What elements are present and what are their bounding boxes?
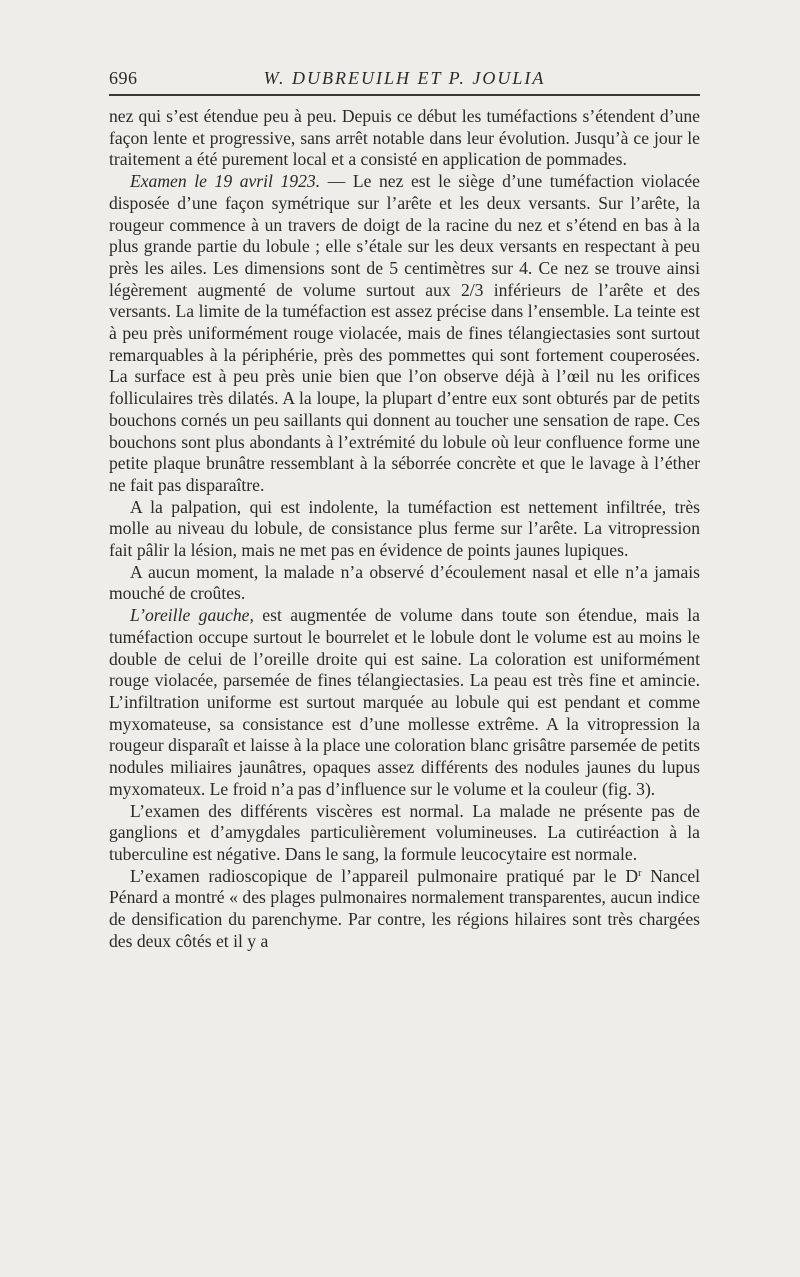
running-head [109, 58, 700, 94]
paragraph-palpation: A la palpation, qui est indolente, la tuméfaction est nettement infiltrée, très molle au niveau du lobule, de consistance plus ferme sur l’arête. La vitropression fait pâlir la lésion, mais ne met pas en évidence de points jaunes lupiques. [109, 496, 700, 561]
page-number: 696 [109, 68, 138, 88]
examination-text: — Le nez est le siège d’une tuméfaction violacée disposée d’une façon symétrique sur l’arête et les deux versants. Sur l’arête, la rougeur commence à un travers de doigt de la racine du nez et s’étend en bas à la plus grande partie du lobule ; elle s’étale sur les deux versants en respectant à peu près les ailes. Les dimensions sont de 5 centimètres sur 4. Ce nez se trouve ainsi légèrement augmenté de volume surtout aux 2/3 inférieurs de l’arête et des versants. La limite de la tuméfaction est assez précise dans l’ensemble. La teinte est à peu près uniformément rouge violacée, mais de fines télangiectasies sont surtout remarquables à la périphérie, près des pommettes qui sont fortement couperosées. La surface est à peu près unie bien que l’on observe déjà à l’œil nu les orifices folliculaires très dilatés. A la loupe, la plupart d’entre eux sont obturés par de petits bouchons cornés un peu saillants qui donnent au toucher une sensation de rape. Ces bouchons sont plus abondants à l’extrémité du lobule où leur confluence forme une petite plaque brunâtre ressemblant à la séborrée concrète et que le lavage à l’éther ne fait pas disparaître. [109, 171, 700, 495]
page [109, 58, 700, 952]
paragraph-radioscopy [109, 866, 700, 953]
left-ear-heading: L’oreille gauche, [130, 605, 254, 626]
doctor-superscript: r [638, 867, 642, 879]
paragraph-examination [109, 171, 700, 497]
examination-date-heading: Examen le 19 avril 1923. [130, 171, 321, 192]
paragraph-continuation: nez qui s’est étendue peu à peu. Depuis ce début les tuméfactions s’étendent d’une façon lente et progressive, sans arrêt notable dans leur évolution. Jusqu’à ce jour le traitement a été purement local et a consisté en application de pommades. [109, 106, 700, 170]
paragraph-nasal: A aucun moment, la malade n’a observé d’écoulement nasal et elle n’a jamais mouché de croûtes. [109, 561, 700, 604]
paragraph-viscera: L’examen des différents viscères est normal. La malade ne présente pas de ganglions et d’amygdales particulièrement volumineuses. La cutiréaction à la tuberculine est négative. Dans le sang, la formule leucocytaire est normale. [109, 800, 700, 864]
body-text [109, 106, 700, 952]
paragraph-left-ear [109, 605, 700, 800]
header-rule [109, 94, 700, 96]
running-head-title: W. DUBREUILH ET P. JOULIA [263, 68, 546, 88]
radioscopy-text-end: Nancel Pénard a montré « des plages pulmonaires normalement transparentes, aucun indice de densification du parenchyme. Par contre, les régions hilaires sont très chargées des deux côtés et il y a [109, 865, 701, 951]
left-ear-text: est augmentée de volume dans toute son étendue, mais la tuméfaction occupe surtout le bourrelet et le lobule dont le volume est au moins le double de celui de l’oreille droite qui est saine. La coloration est uniformément rouge violacée, parsemée de fines télangiectasies. La peau est très fine et amincie. L’infiltration uniforme est surtout marquée au lobule qui est pendant et comme myxomateuse, sa consistance est d’une mollesse extrême. A la vitropression la rougeur disparaît et laisse à la place une coloration blanc grisâtre parsemée de petits nodules miliaires jaunâtres, opaques assez différents des nodules jaunes du lupus myxomateux. Le froid n’a pas d’influence sur le volume et la couleur (fig. 3). [109, 605, 700, 799]
radioscopy-text-start: L’examen radioscopique de l’appareil pulmonaire pratiqué par le D [130, 865, 639, 886]
